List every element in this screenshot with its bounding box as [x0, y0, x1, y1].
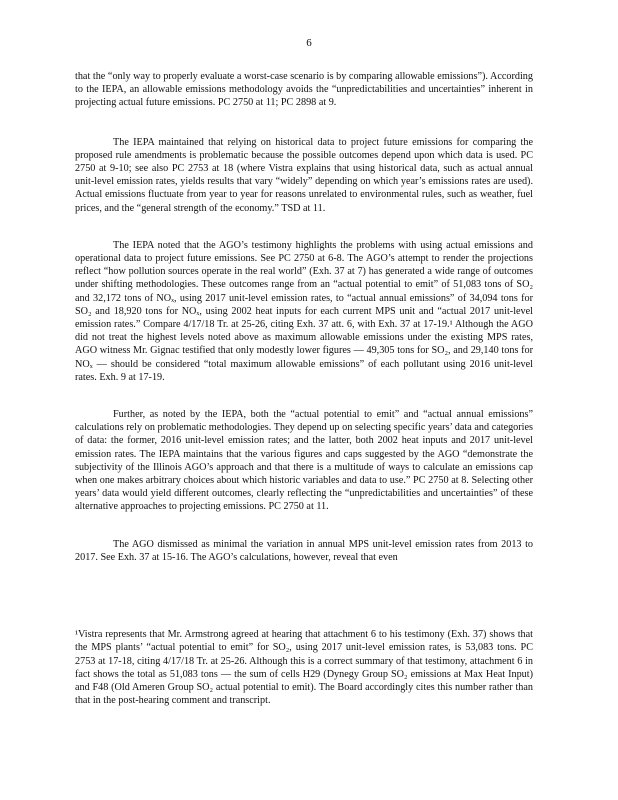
paragraph: The IEPA maintained that relying on historical data to project future emissions for comparing the proposed rule amendments is problematic because the possible outcomes depend upon which data is used. PC 2750 at 9-10; see also PC 2753 at 18 (where Vistra explains that using historical data, such as actual annual unit-level emission rates, yields results that vary “widely” depending on which year’s emissions rates are used). Actual emissions fluctuate from year to year for reasons unrelated to environmental rules, such as weather, fuel prices, and the “general strength of the economy.” TSD at 11.: [75, 136, 533, 214]
paragraph: Further, as noted by the IEPA, both the “actual potential to emit” and “actual annual emissions” calculations rely on problematic methodologies. They depend up on selecting specific years’ data and categories of data: the former, 2016 unit-level emission rates; and the latter, both 2002 heat inputs and 2017 unit-level emission rates. The IEPA maintains that the various figures and caps suggested by the AGO “demonstrate the subjectivity of the Illinois AGO’s approach and that there is a multitude of ways to calculate an emissions cap when one makes arbitrary choices about which historic variables and data to use.” PC 2750 at 8. Selecting other years’ data would yield different outcomes, clearly reflecting the “unpredictabilities and uncertainties” of these alternative approaches to projecting emissions. PC 2750 at 11.: [75, 409, 533, 513]
footnote-text: ¹Vistra represents that Mr. Armstrong agreed at hearing that attachment 6 to his testimony (Exh. 37) shows that the MPS plants’ “actual potential to emit” for SO₂, using 2017 unit-level emission rates, is 53,083 tons. PC 2753 at 17-18, citing 4/17/18 Tr. at 25-26. Although this is a correct summary of that testimony, attachment 6 in fact shows the total as 51,083 tons — the sum of cells H29 (Dynegy Group SO₂ emissions at Max Heat Input) and F48 (Old Ameren Group SO₂ actual potential to emit). The Board accordingly cites this number rather than that in the post-hearing comment and transcript.: [75, 629, 533, 707]
paragraph: The AGO dismissed as minimal the variation in annual MPS unit-level emission rates from 2013 to 2017. See Exh. 37 at 15-16. The AGO’s calculations, however, reveal that even: [75, 538, 533, 563]
paragraph: The IEPA noted that the AGO’s testimony highlights the problems with using actual emissions and operational data to project future emissions. See PC 2750 at 6-8. The AGO’s attempt to render the projections reflect “how pollution sources operate in the real world” (Exh. 37 at 7) has generated a wide range of outcomes under shifting methodologies. These outcomes range from an “actual potential to emit” of 51,083 tons of SO₂ and 32,172 tons of NOₓ, using 2017 unit-level emission rates, to “actual annual emissions” of 34,094 tons for SO₂ and 18,920 tons for NOₓ, using 2002 heat inputs for each current MPS unit and “actual 2017 unit-level emission rates.” Compare 4/17/18 Tr. at 25-26, citing Exh. 37 att. 6, with Exh. 37 at 17-19.¹ Although the AGO did not treat the highest levels noted above as maximum allowable emissions under the existing MPS rates, AGO witness Mr. Gignac testified that only modestly lower figures — 49,305 tons for SO₂, and 29,140 tons for NOₓ — should be considered “total maximum allowable emissions” of each pollutant using 2016 unit-level rates. Exh. 9 at 17-19.: [75, 239, 533, 383]
footnote: [75, 628, 533, 708]
page-number: 6: [306, 37, 312, 49]
body-text: [75, 70, 533, 588]
paragraph: that the “only way to properly evaluate a worst-case scenario is by comparing allowable emissions”). According to the IEPA, an allowable emissions methodology avoids the “unpredictabilities and uncertainties” inherent in projecting actual future emissions. PC 2750 at 11; PC 2898 at 9.: [75, 71, 533, 109]
